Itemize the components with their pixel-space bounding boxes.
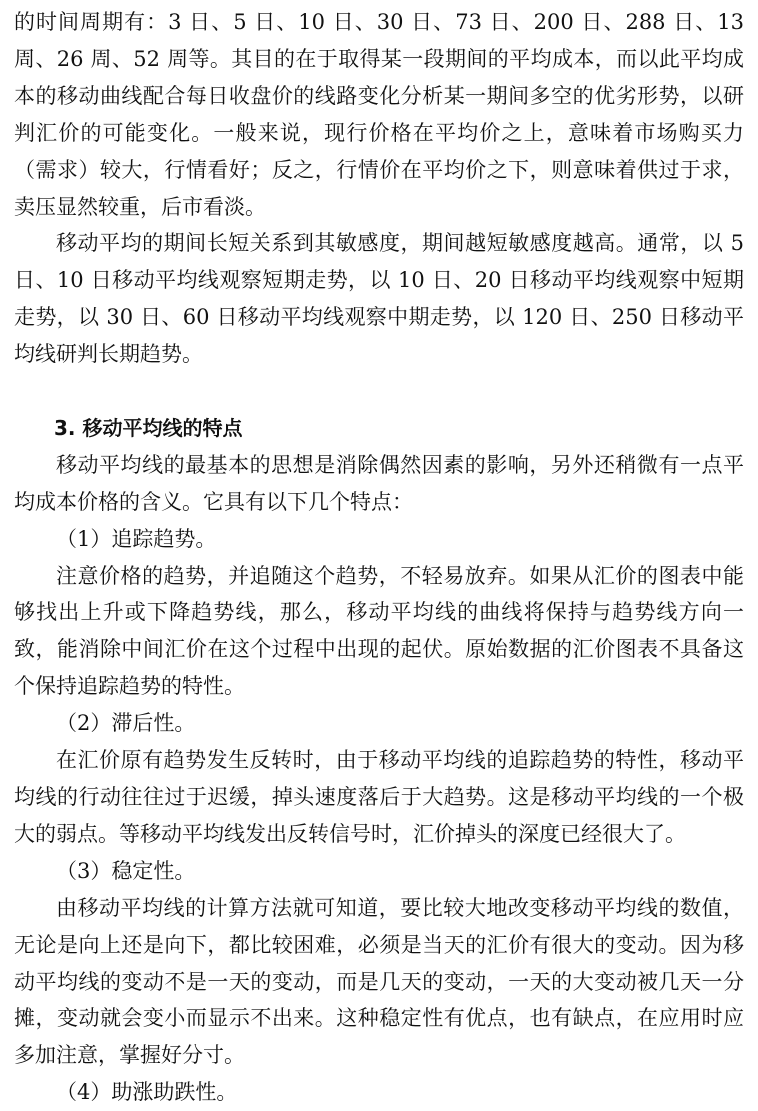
item-body-2: 在汇价原有趋势发生反转时，由于移动平均线的追踪趋势的特性，移动平均线的行动往往过于迟缓，掉头速度落后于大趋势。这是移动平均线的一个极大的弱点。等移动平均线发出反转信号时，汇价掉头的深度已经很大了。 — [14, 748, 744, 846]
item-body-1: 注意价格的趋势，并追随这个趋势，不轻易放弃。如果从汇价的图表中能够找出上升或下降趋势线，那么，移动平均线的曲线将保持与趋势线方向一致，能消除中间汇价在这个过程中出现的起伏。原始数据的汇价图表不具备这个保持追踪趋势的特性。 — [14, 563, 744, 699]
paragraph-continuation: 的时间周期有：3 日、5 日、10 日、30 日、73 日、200 日、288 日、13 周、26 周、52 周等。其目的在于取得某一段期间的平均成本，而以此平均成本的移动曲线配合每日收盘价的线路变化分析某一期间多空的优劣形势，以研判汇价的可能变化。一般来说，现行价格在平均价之上，意味着市场购买力（需求）较大，行情看好；反之，行情价在平均价之下，则意味着供过于求，卖压显然较重，后市看淡。 — [14, 10, 744, 219]
paragraph-period-sensitivity: 移动平均的期间长短关系到其敏感度，期间越短敏感度越高。通常，以 5 日、10 日移动平均线观察短期走势，以 10 日、20 日移动平均线观察中短期走势，以 30 日、60 日移动平均线观察中期走势，以 120 日、250 日移动平均线研判长期趋势。 — [14, 231, 744, 367]
item-title-2: （2）滞后性。 — [56, 711, 196, 736]
section-heading: 3. 移动平均线的特点 — [54, 415, 243, 440]
item-title-3: （3）稳定性。 — [56, 858, 196, 883]
item-title-4: （4）助涨助跌性。 — [56, 1080, 238, 1105]
section-gap — [14, 373, 744, 410]
item-title-1: （1）追踪趋势。 — [56, 526, 217, 551]
paragraph-intro: 移动平均线的最基本的思想是消除偶然因素的影响，另外还稍微有一点平均成本价格的含义。它具有以下几个特点： — [14, 452, 744, 514]
item-body-3: 由移动平均线的计算方法就可知道，要比较大地改变移动平均线的数值，无论是向上还是向下，都比较困难，必须是当天的汇价有很大的变动。因为移动平均线的变动不是一天的变动，而是几天的变动，一天的大变动被几天一分摊，变动就会变小而显示不出来。这种稳定性有优点，也有缺点，在应用时应多加注意，掌握好分寸。 — [14, 895, 744, 1068]
